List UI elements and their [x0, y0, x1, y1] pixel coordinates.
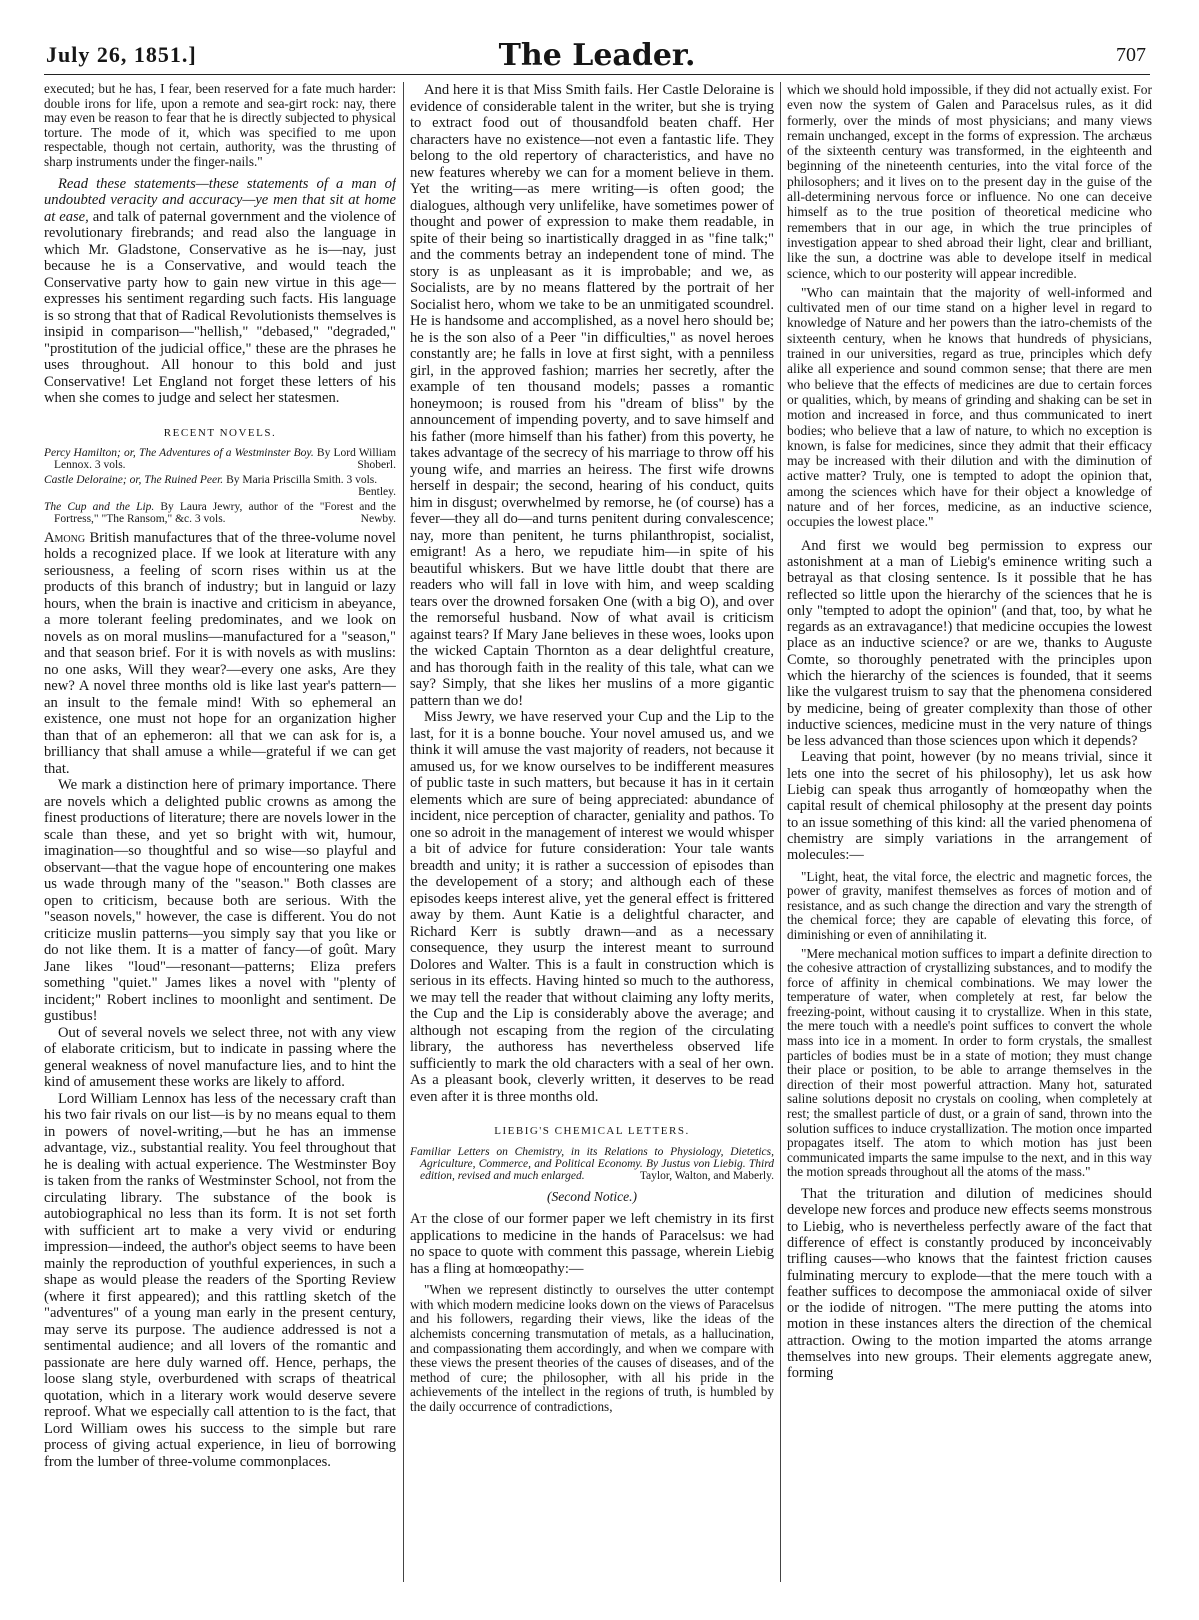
quotation: "Mere mechanical motion suffices to impart a definite direction to the cohesive attraction of crystallizing substances, and to modify the force of affinity in chemical combinations. We may lower the temperature of water, when completely at rest, far below the freezing-point, without causing it to crystallize. When in this state, the mere touch with a needle's point suffices to convert the whole mass into ice in a moment. In order to form crystals, the smallest particles of bodies must be in a state of motion; they must change their place or position, to be able to arrange themselves in the direction of their most powerful attraction. Many hot, saturated saline solutions deposit no crystals on cooling, when completely at rest; the smallest particle of dust, or a grain of sand, thrown into the solution suffices to induce crystallization. The motion once imparted propagates itself. The atom to which motion has just been communicated imparts the same impulse to the next, and in this way the motion spreads throughout all the atoms of the mass.": [787, 945, 1152, 1180]
book-details: By Lord William Lennox. 3 vols.: [54, 447, 396, 472]
book-title: Familiar Letters on Chemistry, in its Relations to Physiology, Dietetics, Agriculture, Commerce, and Political Economy. By Justus von Liebig. Third edition, revised and much enlarged.: [410, 1145, 774, 1183]
paragraph: [410, 1211, 774, 1277]
book-entry: [410, 1146, 774, 1183]
paragraph-text: the close of our former paper we left chemistry in its first applications to medicine in the hands of Paracelsus: we had no space to quote with comment this passage, wherein Liebig has a fling at homœopathy:—: [410, 1211, 774, 1277]
paragraph: Leaving that point, however (by no means trivial, since it lets one into the secret of his philosophy), let us ask how Liebig can speak thus arrogantly of homœopathy when the capital result of chemical philosophy at the present day points to an issue something of this kind: all the varied phenomena of chemistry are simply variations in the arrangement of molecules:—: [787, 749, 1152, 864]
book-details: By Laura Jewry, author of the "Forest and the Fortress," "The Ransom," &c. 3 vols.: [54, 500, 396, 526]
paragraph: And first we would beg permission to express our astonishment at a man of Liebig's eminence writing such a betrayal as that closing sentence. Is it possible that he has reflected so little upon the hierarchy of the sciences that he is only "tempted to adopt the opinion" (and that, too, by what he regards as an extravagance!) that medicine occupies the lowest place as an inductive science? or are we, thanks to Auguste Comte, so thoroughly penetrated with the principles upon which the hierarchy of the sciences is founded, that it seems like the vulgarest truism to say that the phenomena considered by medicine, being of greater complexity than those of other inductive sciences, medicine must in the very nature of things be less advanced than those sciences upon which it depends?: [787, 537, 1152, 750]
book-title: Castle Deloraine; or, The Ruined Peer.: [44, 473, 224, 486]
column-3: [787, 82, 1152, 1582]
book-entry: [44, 447, 396, 472]
section-heading-liebig: LIEBIG'S CHEMICAL LETTERS.: [494, 1125, 690, 1137]
paragraph: executed; but he has, I fear, been reserved for a fate much harder: double irons for life, upon a remote and sea-girt rock: nay, there may even be reason to fear that he is directly subjected to physical torture. The mode of it, which was specified to me upon respectable, though not certain, authority, was the thrusting of sharp instruments under the finger-nails.": [44, 82, 396, 169]
paragraph: Miss Jewry, we have reserved your Cup and the Lip to the last, for it is a bonne bouche. Your novel amused us, and we think it will amuse the vast majority of readers, not because it amused us, for we know ourselves to be indifferent measures of public taste in such matters, but because it has in it certain elements which are sure of being appreciated: abundance of incident, nice perception of character, geniality and pathos. To one so adroit in the management of interest we would whisper a bit of advice for future consideration: Your tale wants breadth and unity; it is rather a succession of episodes than the developement of a story; and although each of these episodes keeps interest alive, yet the general effect is frittered away by them. Aunt Katie is a delightful character, and Richard Kerr is subtly drawn—and as a necessary consequence, they usurp the interest meant to surround Dolores and Walter. This is a fault in construction which is serious in its effects. Having hinted so much to the authoress, we may tell the reader that without claiming any lofty merits, the Cup and the Lip is considerably above the average; and although not escaping from the region of the circulating library, the authoress has nevertheless observed life sufficiently to mark the old characters with a seal of her own. As a pleasant book, cleverly written, it deserves to be read even after it is three months old.: [410, 709, 774, 1105]
paragraph-text: and talk of paternal government and the violence of revolutionary firebrands; and read also the language in which Mr. Gladstone, Conservative as he is—nay, just because he is a Conservative, and would teach the Conservative party how to gain new virtue in this age—expresses his sentiment regarding such facts. His language is so strong that that of Radical Revolutionists themselves is insipid in comparison—"hellish," "debased," "degraded," "prostitution of the judicial office," these are the phrases he uses throughout. All honour to this bold and just Conservative! Let England not forget these letters of his when she comes to judge and select her statesmen.: [44, 208, 396, 407]
paragraph: We mark a distinction here of primary importance. There are novels which a delighted public crowns as among the finest productions of literature; there are novels lower in the scale than these, and yet so bright with wit, humour, imagination—so thoughtful and so wise—so playful and observant—that the vague hope of encountering one makes us wade through many of the "season." Both classes are open to criticism, because both are serious. With the "season novels," however, the case is different. You do not criticize muslin patterns—you simply say that you like or do not like them. It is a matter of fancy—of goût. Mary Jane likes "loud"—resonant—patterns; Eliza prefers something "quiet." James likes a novel with "plenty of incident;" Robert inclines to moonlight and sentiment. De gustibus!: [44, 777, 396, 1024]
book-publisher: Shoberl.: [357, 459, 396, 472]
quotation: "Light, heat, the vital force, the electric and magnetic forces, the power of gravity, manifest themselves as forces of motion and of resistance, and as such change the direction and vary the strength of the chemical force; they are capable of elevating this force, of diminishing or even of annihilating it.: [787, 868, 1152, 942]
section-heading-recent-novels: RECENT NOVELS.: [163, 426, 277, 439]
column-1: [44, 82, 396, 1582]
masthead: [44, 40, 1150, 75]
quotation: "Who can maintain that the majority of well-informed and cultivated men of our time stand on a higher level in regard to knowledge of Nature and her powers than the iatro-chemists of the sixteenth century, when he knows that hundreds of physicians, trained in our universities, regard as true, principles which defy alike all experience and sound common sense; that there are men who believe that the effects of medicines are due to certain forces or qualities, which, by means of grinding and shaking can be set in motion and increased in force, and thus communicated to inert bodies; who believe that a law of nature, to which no exception is known, is false for medicines, since they admit that their efficacy may be increased with their dilution and with the diminution of active matter? Truly, one is tempted to adopt the opinion that, among the sciences which have for their object a knowledge of nature and of her forces, medicine, as an inductive science, occupies the lowest place.": [787, 284, 1152, 530]
paragraph: [44, 176, 396, 407]
column-rule-2: [780, 82, 781, 1582]
newspaper-title: The Leader.: [498, 38, 696, 73]
drop-word: Among: [44, 529, 86, 546]
drop-word: At: [410, 1211, 427, 1228]
paragraph: [44, 530, 396, 778]
book-entry: [44, 474, 396, 499]
notice-label: (Second Notice.): [547, 1188, 637, 1204]
paragraph-text: British manufactures that of the three-volume novel holds a recognized place. If we look at literature with any seriousness, a feeling of scorn rises within us at the products of this branch of industry; but in languid or lazy hours, when the brain is inactive and criticism in abeyance, a more tolerant feeling predominates, and we look on novels as on moral muslins—manufactured for a "season," and that season brief. For it is with novels as with muslins: no one asks, Will they wear?—every one asks, Are they new? A novel three months old is like last year's pattern—an insult to the female mind! With so ephemeral an existence, one must not hope for an organization higher than that of an ephemeron: all that we can ask for is, a brilliancy that shall amuse a while—grateful if we can get that.: [44, 529, 396, 777]
column-rule-1: [403, 82, 404, 1582]
issue-date: July 26, 1851.]: [46, 42, 197, 67]
book-title: Percy Hamilton; or, The Adventures of a Westminster Boy.: [44, 447, 314, 460]
quotation: "When we represent distinctly to ourselves the utter contempt with which modern medicine looks down on the views of Paracelsus and his followers, regarding their views, like the ideas of the alchemists concerning transmutation of metals, as a hallucination, and compassionating them accordingly, and when we compare with these views the present theories of the causes of diseases, and of the method of cure; the philosopher, with all his pride in the achievements of the intellect in the regions of truth, is humbled by the daily occurrence of contradictions,: [410, 1282, 774, 1414]
book-title: The Cup and the Lip.: [44, 500, 155, 513]
book-publisher: Newby.: [360, 513, 396, 526]
book-entry: [44, 501, 396, 526]
book-details: By Maria Priscilla Smith. 3 vols.: [226, 473, 378, 486]
book-publisher: Bentley.: [358, 486, 396, 499]
page-number: 707: [1116, 44, 1146, 66]
quotation: which we should hold impossible, if they did not actually exist. For even now the system of Galen and Paracelsus rules, as it did formerly, over the minds of most physicians; and many views remain unchanged, except in the forms of expression. The archæus of the sixteenth century was transformed, in the eighteenth and beginning of the nineteenth centuries, into the vital force of the philosophers; and it lives on to the present day in the guise of the all-determining nervous force or influence. No one can deceive himself as to the true position of theoretical medicine who remembers that in our age, in which the true principles of investigation appear to shed abroad their light, clear and brilliant, like the sun, a doctrine was able to develope itself in medical science, which to our posterity will appear incredible.: [787, 82, 1152, 281]
column-2: [410, 82, 774, 1582]
paragraph: That the trituration and dilution of medicines should develope new forces and produce new effects seems monstrous to Liebig, who is nevertheless perfectly aware of the fact that difference of effect is constantly produced by inconceivably trifling causes—who knows that the faintest friction causes fulminating mercury to explode—that the mere touch with a feather suffices to decompose the ammoniacal oxide of silver or the iodide of nitrogen. "The mere putting the atoms into motion in these instances alters the direction of the chemical attraction. Owing to the motion imparted the atoms arrange themselves into new groups. Their elements aggregate anew, forming: [787, 1186, 1152, 1382]
emphasis-text: Read these statements—these statements of a man of undoubted veracity and accuracy—ye men that sit at home at ease,: [44, 175, 396, 225]
paragraph: Out of several novels we select three, not with any view of elaborate criticism, but to indicate in passing where the general weakness of novel manufacture lies, and to hint the kind of amusement these works are likely to afford.: [44, 1024, 396, 1090]
paragraph: Lord William Lennox has less of the necessary craft than his two fair rivals on our list—is by no means equal to them in powers of novel-writing,—but he has an immense advantage, viz., substantial reality. You feel throughout that he is dealing with actual experience. The Westminster Boy is taken from the ranks of Westminster School, not from the circulating library. The substance of the book is autobiographical no less than its form. It is not set forth with sufficient art to make a very vivid or enduring impression—indeed, the author's object seems to have been mainly the reproduction of youthful experiences, in such a shape as would please the readers of the Sporting Review (where it first appeared); and this rattling sketch of the "adventures" of a young man early in the present century, may serve its purpose. The audience addressed is not a sentimental audience; and all lovers of the romantic and passionate are here duly warned off. Hence, perhaps, the loose slang style, overburdened with scraps of theatrical quotation, which in a literary work would deserve severe reproof. What we especially call attention to is the fact, that Lord William owes his success to the simple but rare process of giving actual experience, in lieu of borrowing from the lumber of three-volume commonplaces.: [44, 1090, 396, 1470]
book-publisher: Taylor, Walton, and Maberly.: [639, 1170, 774, 1183]
paragraph: And here it is that Miss Smith fails. Her Castle Deloraine is evidence of considerable talent in the writer, but she is trying to extract food out of thousandfold beaten chaff. Her characters have no existence—not even a fantastic life. They belong to the old repertory of characteristics, and have no new features whereby we can for a moment believe in them. Yet the writing—as mere writing—is often good; the dialogues, although very unlifelike, have sometimes power of thought and power of expression to make them readable, in spite of their being so inartistically dragged in as "fine talk;" and the comments betray an independent tone of mind. The story is as unpleasant as it is improbable; and we, as Socialists, are by no means flattered by the portrait of her Socialist hero, whom we take to be an unmitigated scoundrel. He is handsome and accomplished, as a novel hero should be; he is the son also of a Peer "in difficulties," as novel heroes constantly are; he falls in love at first sight, with a penniless girl, in the approved fashion; marries her secretly, after the example of ten thousand models; passes a romantic honeymoon; is roused from his "dream of bliss" by the announcement of impending poverty, and to save himself and his father (more himself than his father) from this poverty, he takes advantage of the secrecy of his marriage to throw off his young wife, and marries an heiress. The first wife drowns herself in despair; the second, hearing of his conduct, quits him in disgust; overwhelmed by remorse, he (of course) has a fever—they all do—and turns penitent during convalescence; nay, more than penitent, he turns philanthropist, socialist, emigrant! As a hero, we repudiate him—in spite of his beautiful whiskers. But we have little doubt that there are readers who will fall in love with him, and weep scalding tears over the drowned forsaken One (with a big O), and over the remorseful husband. Now of what avail is criticism against tears? If Mary Jane believes in these woes, looks upon the wicked Captain Thornton as a dear delightful creature, and has thorough faith in the reality of this tale, what can we say? Simply, that she likes her muslins of a more gigantic pattern than we do!: [410, 82, 774, 709]
